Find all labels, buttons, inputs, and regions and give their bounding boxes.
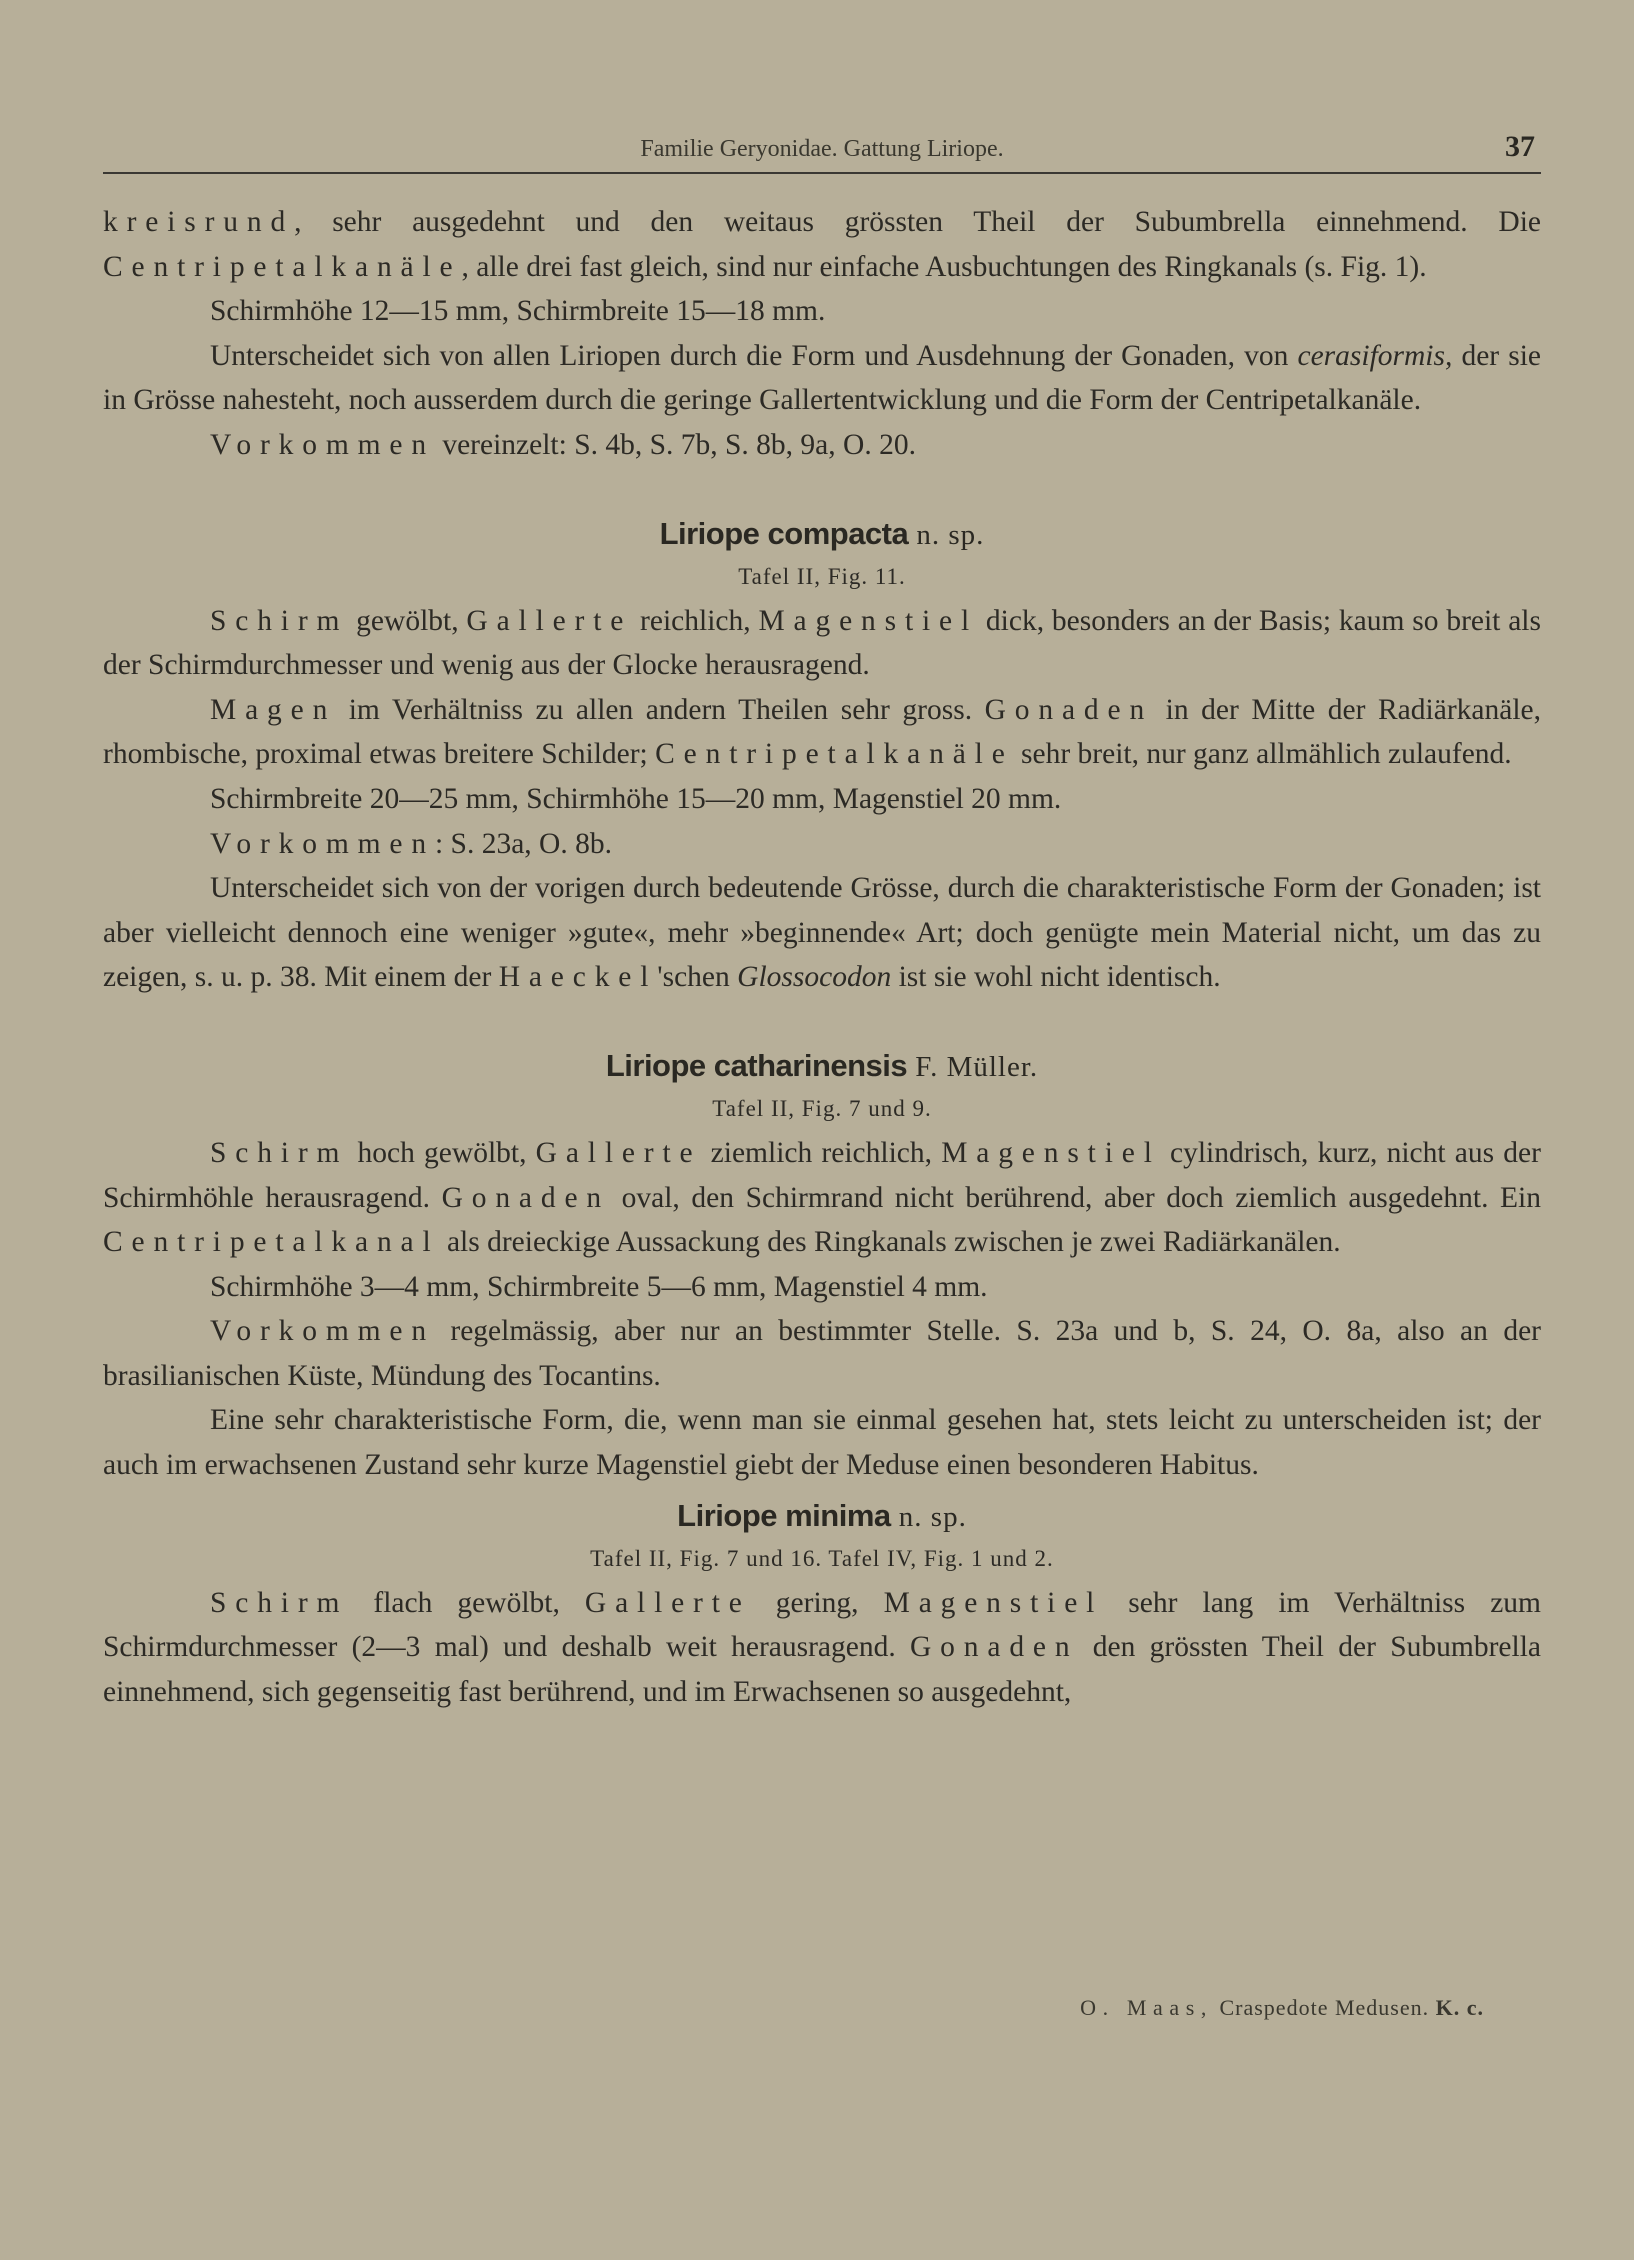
text-run: ist sie wohl nicht identisch.	[891, 961, 1221, 994]
species-name: Liriope minima	[677, 1497, 891, 1533]
paragraph	[103, 599, 1541, 688]
text-run: Unterscheidet sich von allen Liriopen durch die Form und Ausdehnung der Gonaden, von	[210, 339, 1298, 372]
spaced-term: Vorkommen	[210, 428, 435, 461]
text-run: in der Mitte der Radiärkanäle, rhombische, proximal etwas breitere Schilder;	[103, 693, 1541, 771]
italic-term: Glossocodon	[737, 961, 892, 994]
text-run: , sehr ausgedehnt und den weitaus grössten Theil der Subumbrella einnehmend. Die	[294, 206, 1541, 238]
text-run: 'schen	[657, 961, 738, 994]
text-run: gewölbt,	[348, 604, 467, 637]
spaced-term: Gonaden	[910, 1631, 1079, 1664]
spaced-term: Schirm	[210, 1136, 349, 1169]
species-author: n. sp.	[916, 518, 985, 551]
species-name: Liriope compacta	[659, 515, 909, 551]
running-header	[103, 130, 1541, 174]
spaced-term: Vorkommen	[210, 827, 435, 860]
text-run: flach gewölbt,	[348, 1586, 585, 1619]
italic-term: cerasiformis,	[1297, 339, 1453, 372]
text-run: Unterscheidet sich von der vorigen durch bedeutende Grösse, durch die charakteristische Form der Gonaden; ist aber vielleicht dennoch eine weniger »gute«, mehr »beginnende« Art; doch genügte mein Material nicht, um das zu zeigen, s. u. p. 38. Mit einem der	[103, 872, 1541, 994]
plate-reference: Tafel II, Fig. 7 und 16. Tafel IV, Fig. 1 und 2.	[590, 1545, 1054, 1571]
spaced-term: Gonaden	[441, 1181, 611, 1214]
text-run: dick, besonders an der Basis; kaum so breit als der Schirmdurchmesser und wenig aus der Glocke herausragend.	[103, 604, 1541, 682]
text-run: ziemlich reichlich,	[701, 1136, 942, 1169]
text-run: regelmässig, aber nur an bestimmter Stelle. S. 23a und b, S. 24, O. 8a, also an der brasilianischen Küste, Mündung des Tocantins.	[103, 1315, 1541, 1392]
paragraph: Schirmbreite 20—25 mm, Schirmhöhe 15—20 mm, Magenstiel 20 mm.	[210, 782, 1062, 815]
text-run: oval, den Schirmrand nicht berührend, aber doch ziemlich ausgedehnt. Ein	[610, 1181, 1541, 1214]
paragraph: Schirmhöhe 12—15 mm, Schirmbreite 15—18 mm.	[210, 295, 826, 328]
text-run: sehr breit, nur ganz allmählich zulaufend.	[1013, 738, 1512, 771]
paragraph	[103, 1581, 1541, 1715]
species-heading	[103, 1496, 1541, 1537]
paragraph: Schirmhöhe 3—4 mm, Schirmbreite 5—6 mm, Magenstiel 4 mm.	[210, 1270, 988, 1303]
spaced-term: Schirm	[210, 1586, 349, 1619]
plate-reference: Tafel II, Fig. 7 und 9.	[712, 1095, 932, 1121]
text-run: hoch gewölbt,	[348, 1136, 536, 1169]
text-run: vereinzelt: S. 4b, S. 7b, S. 8b, 9a, O. 20.	[434, 428, 916, 461]
text-run: im Verhältniss zu allen andern Theilen sehr gross.	[336, 693, 985, 726]
spaced-term: Centripetalkanal	[103, 1226, 440, 1259]
plate-reference: Tafel II, Fig. 11.	[738, 563, 906, 589]
spaced-term: Magenstiel	[941, 1136, 1161, 1169]
spaced-term: Vorkommen	[210, 1315, 435, 1348]
footer-work: Craspedote Medusen.	[1219, 1995, 1430, 2020]
spaced-term: Gonaden	[984, 693, 1154, 726]
paragraph	[103, 423, 1541, 468]
footer-signature-mark: K. c.	[1435, 1995, 1484, 2020]
spaced-term: Magenstiel	[758, 604, 979, 637]
spaced-term: Haeckel	[498, 961, 658, 994]
spaced-term: Schirm	[210, 604, 349, 637]
paragraph: Eine sehr charakteristische Form, die, wenn man sie einmal gesehen hat, stets leicht zu unterscheiden ist; der auch im erwachsenen Zustand sehr kurze Magenstiel giebt der Meduse einen besonderen Habitus.	[103, 1404, 1541, 1482]
signature-footer	[1080, 1995, 1484, 2021]
text-run: : S. 23a, O. 8b.	[434, 827, 612, 860]
paragraph	[103, 1131, 1541, 1265]
text-run: sehr lang im Verhältniss zum Schirmdurchmesser (2—3 mal) und deshalb weit herausragend.	[103, 1586, 1541, 1664]
text-run: cylindrisch, kurz, nicht aus der Schirmhöhle herausragend.	[103, 1136, 1541, 1214]
spaced-term: kreisrund	[103, 206, 295, 238]
species-name: Liriope catharinensis	[605, 1047, 908, 1083]
paragraph	[103, 1309, 1541, 1398]
paragraph	[103, 688, 1541, 777]
running-title: Familie Geryonidae. Gattung Liriope.	[640, 136, 1004, 162]
text-run: als dreieckige Aussackung des Ringkanals zwischen je zwei Radiärkanälen.	[439, 1226, 1341, 1259]
spaced-term: Centripetalkanäle	[655, 738, 1014, 771]
spaced-term: Magen	[210, 693, 337, 726]
text-run: den grössten Theil der Subumbrella einnehmend, sich gegenseitig fast berührend, und im Erwachsenen so ausgedehnt,	[103, 1631, 1541, 1708]
spaced-term: Gallerte	[535, 1136, 702, 1169]
text-run: reichlich,	[632, 604, 759, 637]
text-run: gering,	[750, 1586, 884, 1619]
paragraph	[103, 200, 1541, 289]
paragraph	[103, 866, 1541, 1000]
text-run: der sie in Grösse nahesteht, noch ausserdem durch die geringe Gallertentwicklung und die Form der Centripetalkanäle.	[103, 339, 1541, 417]
text-body	[103, 200, 1541, 1714]
paragraph	[103, 334, 1541, 423]
text-run: , alle drei fast gleich, sind nur einfache Ausbuchtungen des Ringkanals (s. Fig. 1).	[461, 250, 1427, 283]
spaced-term: Gallerte	[584, 1586, 751, 1619]
species-author: F. Müller.	[915, 1050, 1039, 1083]
paragraph	[103, 822, 1541, 867]
footer-author: O. Maas,	[1080, 1995, 1213, 2020]
spaced-term: Gallerte	[466, 604, 633, 637]
page-number: 37	[1505, 130, 1535, 163]
spaced-term: Centripetalkanäle	[103, 250, 462, 283]
species-author: n. sp.	[898, 1500, 967, 1533]
species-heading	[103, 1046, 1541, 1087]
spaced-term: Magenstiel	[883, 1586, 1104, 1619]
species-heading	[103, 514, 1541, 555]
